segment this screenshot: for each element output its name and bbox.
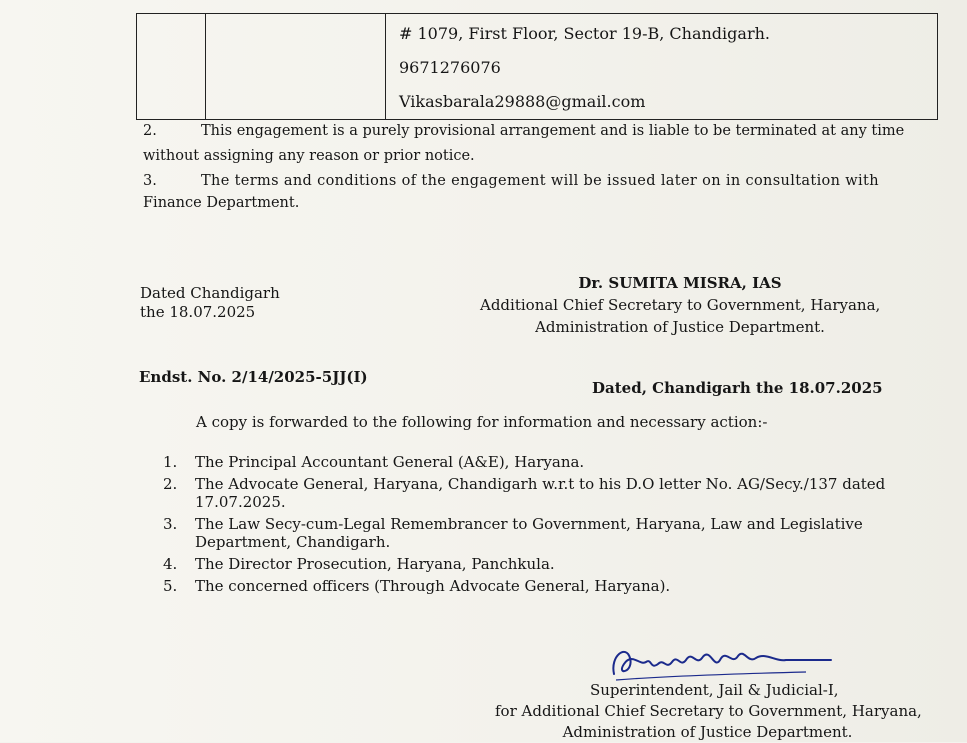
paragraph-3-line1: The terms and conditions of the engagement will be issued later on in consultation with	[201, 173, 879, 189]
list-item: 4. The Director Prosecution, Haryana, Panchkula.	[163, 555, 555, 573]
dated-line2: the 18.07.2025	[140, 303, 256, 321]
signatory-name: Dr. SUMITA MISRA, IAS	[578, 274, 782, 292]
handwritten-signature	[606, 636, 836, 686]
list-item: 3. The Law Secy-cum-Legal Remembrancer to Government, Haryana, Law and Legislative Department, Chandigarh.	[163, 515, 863, 551]
sender-block	[495, 680, 920, 743]
endorsement-date: Dated, Chandigarh the 18.07.2025	[592, 379, 883, 397]
paragraph-2-line1: This engagement is a purely provisional arrangement and is liable to be terminated at any time	[201, 123, 905, 139]
address-text: # 1079, First Floor, Sector 19-B, Chandigarh.	[399, 24, 770, 43]
table-cell-name	[205, 14, 386, 119]
sender-title: Superintendent, Jail & Judicial-I,	[590, 681, 839, 699]
paragraph-3: 3. The terms and conditions of the engagement will be issued later on in consultation with	[143, 173, 879, 189]
signatory-designation: Additional Chief Secretary to Government, Haryana,	[480, 296, 881, 314]
recipients-list	[163, 453, 933, 599]
table-cell-serial	[137, 14, 206, 119]
email-text: Vikasbarala29888@gmail.com	[399, 92, 646, 111]
phone-text: 9671276076	[399, 58, 501, 77]
table-cell-contact	[399, 14, 937, 119]
paragraph-2: 2. This engagement is a purely provisional arrangement and is liable to be terminated at any time	[143, 123, 905, 139]
forward-intro: A copy is forwarded to the following for information and necessary action:-	[196, 413, 768, 431]
dated-line1: Dated Chandigarh	[140, 284, 280, 302]
endorsement-number: Endst. No. 2/14/2025-5JJ(I)	[139, 368, 368, 386]
details-table-fragment	[136, 13, 938, 120]
paragraph-3-line2: Finance Department.	[143, 195, 300, 211]
list-item: 5. The concerned officers (Through Advocate General, Haryana).	[163, 577, 671, 595]
paragraph-2-line2: without assigning any reason or prior notice.	[143, 148, 475, 164]
list-item: 2. The Advocate General, Haryana, Chandigarh w.r.t to his D.O letter No. AG/Secy./137 dated 17.07.2025.	[163, 475, 886, 511]
list-item: 1. The Principal Accountant General (A&E), Haryana.	[163, 453, 585, 471]
signatory-block	[480, 272, 880, 338]
signatory-department: Administration of Justice Department.	[535, 318, 825, 336]
sender-for: for Additional Chief Secretary to Government, Haryana,	[495, 702, 922, 720]
sender-department: Administration of Justice Department.	[562, 723, 853, 741]
